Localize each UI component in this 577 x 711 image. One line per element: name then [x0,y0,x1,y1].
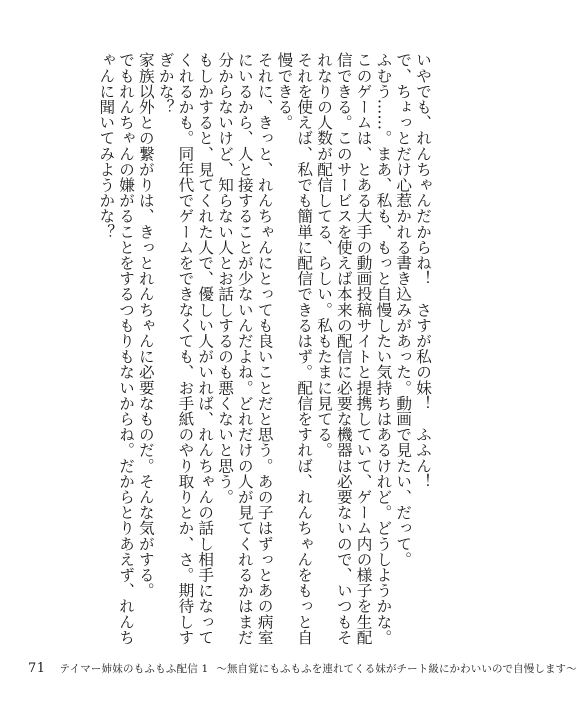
page-number: 71 [28,661,46,676]
running-title: テイマー姉妹のもふもふ配信 1 [59,663,209,675]
paragraph: このゲームは、とある大手の動画投稿サイトと提携していて、ゲーム内の様子を生配信できる。このサービスを使えば本来の配信に必要な機器は必要ないので、いつもそれなりの人数が配信してる、らしい。私もたまに見てる。 [315,52,373,645]
paragraph: もしかすると、見てくれた人で、優しい人がいれば、れんちゃんの話し相手になってくれるかも。同年代でゲームをできなくても、お手紙のやり取りとか、さ。期待しすぎかな？ [156,52,215,645]
page-footer [28,661,577,681]
paragraph: それに、きっと、れんちゃんにとっても良いことだと思う。あの子はずっとあの病室にいるから、人と接することが少ないんだよね。どれだけの人が見てくれるかはまだ分からないけど、知らない人とお話しするのも悪くないと思う。 [216,52,274,645]
main-text-block [52,52,432,648]
paragraph: ふむう……。まあ、私も、もっと自慢したい気持ちはあるけれど。どうしようかな。 [374,52,393,645]
paragraph: それを使えば、私でも簡単に配信できるはず。配信をすれば、れんちゃんをもっと自慢できる。 [275,52,314,645]
paragraph: で、ちょっとだけ心惹かれる書き込みがあった。動画で見たい、だって。 [394,52,413,567]
paragraph: いやでも、れんちゃんだからね！ さすが私の妹！ ふふん！ [414,52,432,489]
paragraph: でもれんちゃんの嫌がることをするつもりもないからね。だからとりあえず、れんちゃんに聞いてみようかな？ [97,52,136,645]
running-subtitle: ～無自覚にもふもふを連れてくる妹がチート級にかわいいので自慢します～ [216,663,577,675]
paragraph: 家族以外との繋がりは、きっとれんちゃんに必要なものだ。そんな気がする。 [136,52,155,598]
